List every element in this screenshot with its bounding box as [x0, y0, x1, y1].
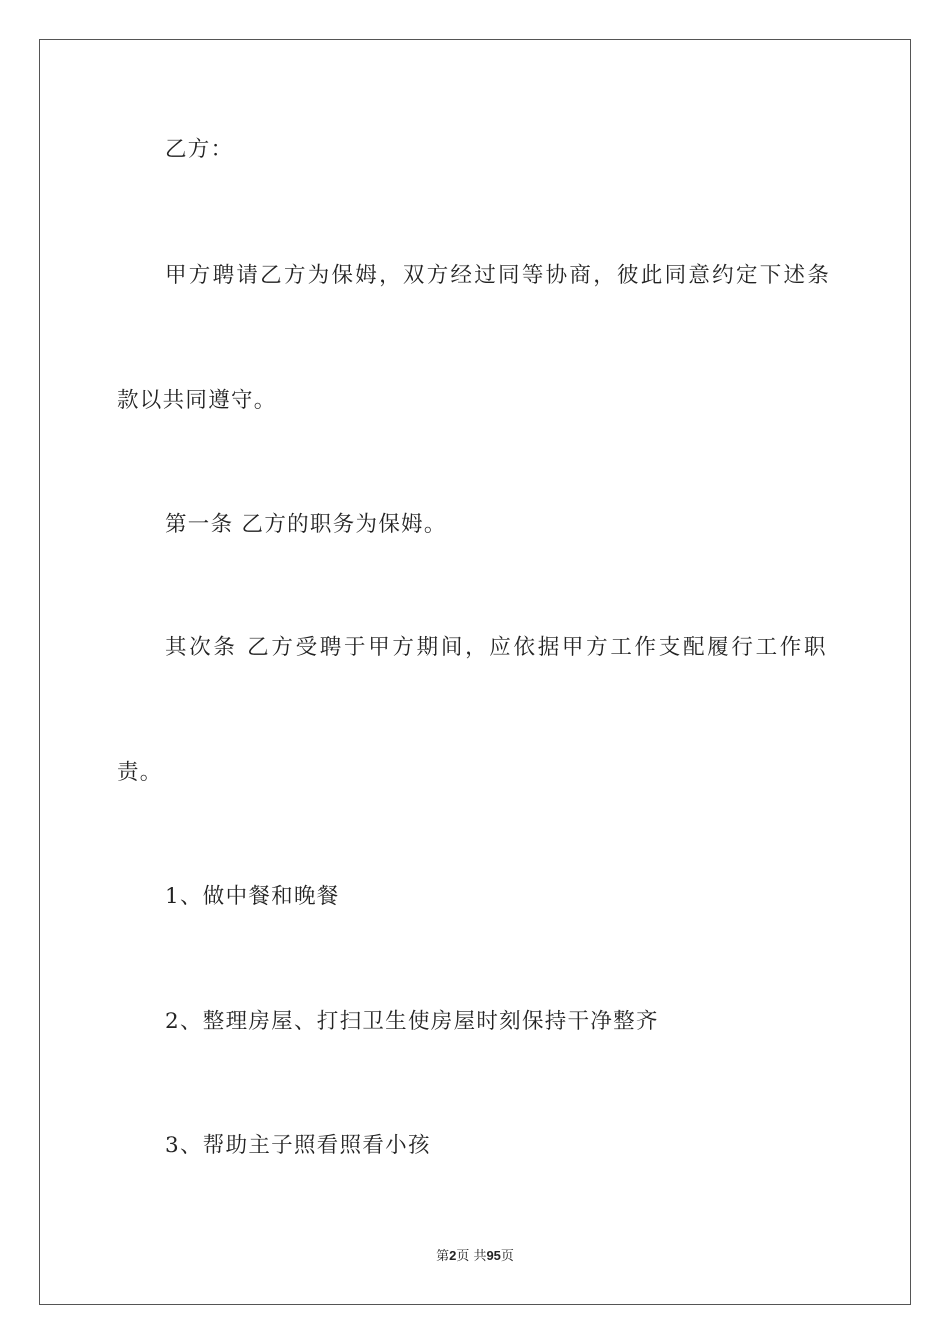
duty-item-1: 1、做中餐和晚餐 [165, 884, 340, 909]
intro-paragraph-text: 甲方聘请乙方为保姆，双方经过同等协商，彼此同意约定下述条 [165, 263, 832, 288]
intro-paragraph-line-1 [165, 262, 831, 290]
article-one: 第一条 乙方的职务为保姆。 [165, 512, 447, 537]
page-border [39, 39, 911, 1305]
footer-total-pages: 95 [486, 1248, 501, 1263]
article-two-text: 其次条 乙方受聘于甲方期间，应依据甲方工作支配履行工作职 [165, 635, 829, 660]
intro-paragraph-line-2: 款以共同遵守。 [117, 388, 277, 413]
footer-prefix: 第 [436, 1249, 450, 1264]
party-b-label: 乙方： [165, 137, 234, 162]
footer-suffix: 页 [500, 1249, 514, 1264]
article-two-line-2: 责。 [117, 760, 163, 785]
footer-page-number: 2 [449, 1248, 457, 1263]
duty-item-3: 3、帮助主子照看照看小孩 [165, 1133, 431, 1158]
page-footer [0, 1247, 950, 1266]
footer-mid: 页 共 [456, 1249, 487, 1264]
article-two-line-1 [165, 634, 831, 662]
duty-item-2: 2、整理房屋、打扫卫生使房屋时刻保持干净整齐 [165, 1009, 659, 1034]
